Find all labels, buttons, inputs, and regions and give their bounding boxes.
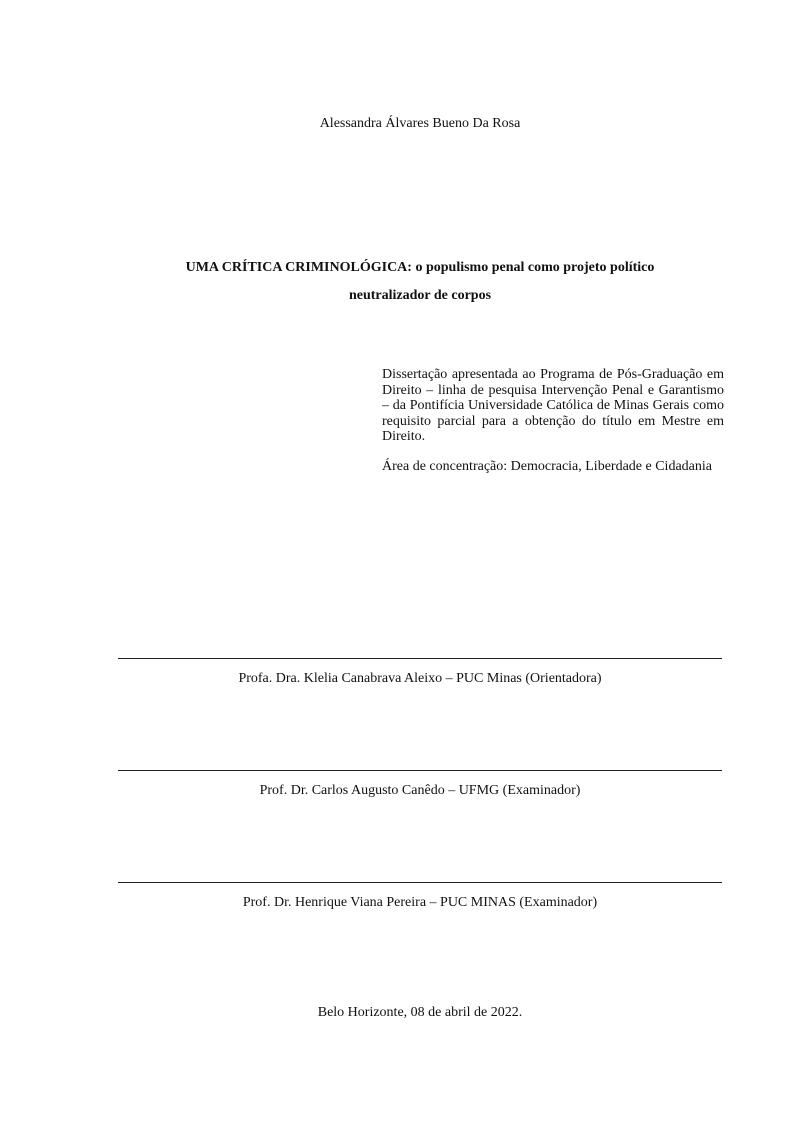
- author-name: Alessandra Álvares Bueno Da Rosa: [319, 116, 521, 131]
- place-and-date: Belo Horizonte, 08 de abril de 2022.: [317, 1005, 523, 1020]
- committee-member-name: Prof. Dr. Carlos Augusto Canêdo – UFMG (Examinador): [259, 783, 581, 798]
- committee-member-name: Profa. Dra. Klelia Canabrava Aleixo – PUC Minas (Orientadora): [238, 671, 602, 686]
- signature-block-examiner-2: [118, 882, 722, 911]
- committee-member-name: Prof. Dr. Henrique Viana Pereira – PUC MINAS (Examinador): [242, 895, 598, 910]
- presentation-text: Dissertação apresentada ao Programa de Pós-Graduação em Direito – linha de pesquisa Intervenção Penal e Garantismo – da Pontifícia Universidade Católica de Minas Gerais como requisito parcial para a obtenção do título em Mestre em Direito.: [382, 367, 724, 444]
- signature-line: [118, 658, 722, 659]
- dissertation-title: [120, 254, 720, 310]
- concentration-area: Área de concentração: Democracia, Liberdade e Cidadania: [382, 458, 712, 474]
- title-line-2: neutralizador de corpos: [348, 288, 492, 303]
- signature-block-advisor: [118, 658, 722, 687]
- presentation-note: [382, 367, 724, 488]
- signature-line: [118, 882, 722, 883]
- title-line-1: UMA CRÍTICA CRIMINOLÓGICA: o populismo penal como projeto político: [185, 260, 655, 275]
- signature-block-examiner-1: [118, 770, 722, 799]
- signature-line: [118, 770, 722, 771]
